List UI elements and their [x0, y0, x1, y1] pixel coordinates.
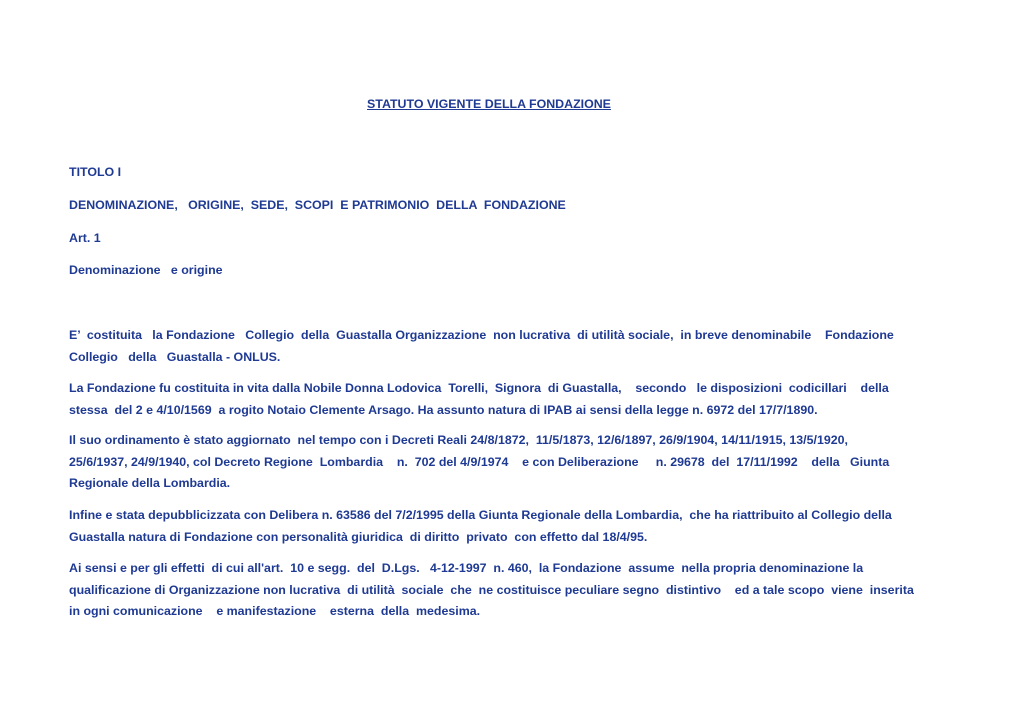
- paragraph-line: Collegio della Guastalla - ONLUS.: [69, 349, 281, 364]
- section-label: TITOLO I: [69, 165, 122, 179]
- section-heading: DENOMINAZIONE, ORIGINE, SEDE, SCOPI E PATRIMONIO DELLA FONDAZIONE: [69, 198, 566, 212]
- paragraph-line: Il suo ordinamento è stato aggiornato nel tempo con i Decreti Reali 24/8/1872, 11/5/1873, 12/6/1897, 26/9/1904, 14/11/1915, 13/5/1920,: [69, 433, 848, 447]
- paragraph-line: Guastalla natura di Fondazione con personalità giuridica di diritto privato con effetto dal 18/4/95.: [69, 529, 648, 544]
- paragraph-line: 25/6/1937, 24/9/1940, col Decreto Regione Lombardia n. 702 del 4/9/1974 e con Deliberazione n. 29678 del 17/11/1992 della Giunta: [69, 454, 890, 469]
- paragraph-4: [69, 505, 939, 548]
- paragraph-line: qualificazione di Organizzazione non lucrativa di utilità sociale che ne costituisce peculiare segno distintivo ed a tale scopo viene inserita: [69, 582, 914, 597]
- paragraph-2: [69, 378, 939, 421]
- article-title: Denominazione e origine: [69, 263, 223, 277]
- paragraph-3: [69, 430, 939, 495]
- paragraph-5: [69, 558, 939, 623]
- document-title: STATUTO VIGENTE DELLA FONDAZIONE: [367, 97, 611, 111]
- paragraph-1: [69, 325, 939, 368]
- paragraph-line: E’ costituita la Fondazione Collegio della Guastalla Organizzazione non lucrativa di utilità sociale, in breve denominabile Fondazione: [69, 328, 894, 342]
- paragraph-line: Regionale della Lombardia.: [69, 476, 231, 490]
- paragraph-line: La Fondazione fu costituita in vita dalla Nobile Donna Lodovica Torelli, Signora di Guastalla, secondo le disposizioni codicillari della: [69, 381, 889, 395]
- paragraph-line: Ai sensi e per gli effetti di cui all'art. 10 e segg. del D.Lgs. 4-12-1997 n. 460, la Fondazione assume nella propria denominazione la: [69, 561, 864, 575]
- article-number: Art. 1: [69, 231, 101, 245]
- paragraph-line: stessa del 2 e 4/10/1569 a rogito Notaio Clemente Arsago. Ha assunto natura di IPAB ai sensi della legge n. 6972 del 17/7/1890.: [69, 402, 818, 417]
- paragraph-line: Infine e stata depubblicizzata con Delibera n. 63586 del 7/2/1995 della Giunta Regionale della Lombardia, che ha riattribuito al Collegio della: [69, 508, 892, 522]
- paragraph-line: in ogni comunicazione e manifestazione esterna della medesima.: [69, 604, 481, 618]
